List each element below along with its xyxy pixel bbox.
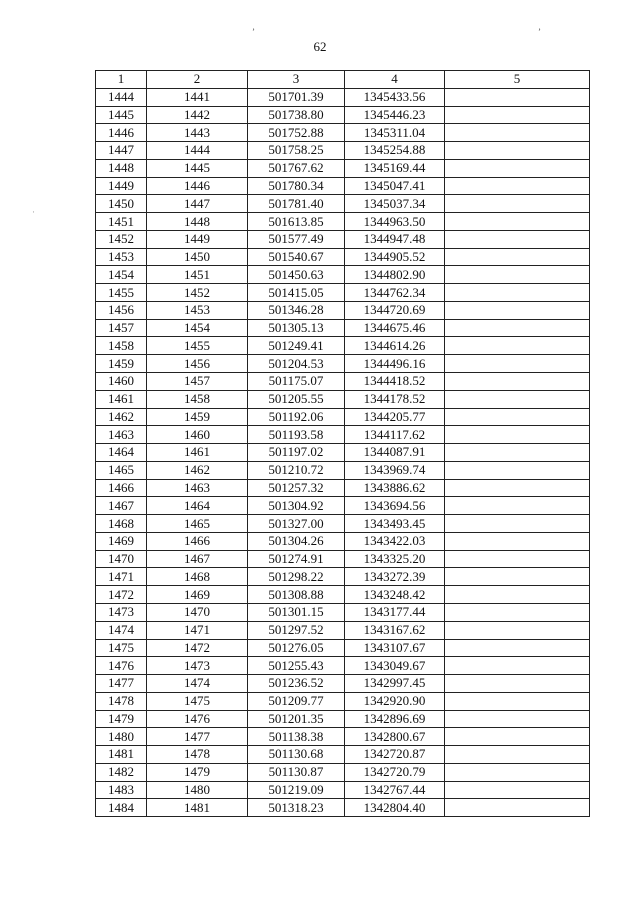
table-cell: 1450 [147,248,248,266]
table-cell: 501450.63 [248,266,345,284]
table-cell: 1457 [147,373,248,391]
table-row [96,675,590,693]
column-header: 1 [96,71,147,89]
table-cell: 1464 [96,444,147,462]
table-cell: 1343694.56 [345,497,445,515]
table-cell: 1480 [96,728,147,746]
table-cell: 1476 [147,710,248,728]
table-row [96,88,590,106]
table-cell: 1476 [96,657,147,675]
table-row [96,639,590,657]
table-cell: 501304.26 [248,532,345,550]
table-row [96,746,590,764]
table-cell [445,284,590,302]
table-cell: 1453 [96,248,147,266]
table-cell: 1462 [96,408,147,426]
table-row [96,159,590,177]
table-body [96,88,590,817]
table-cell: 1344675.46 [345,319,445,337]
table-cell: 1345446.23 [345,106,445,124]
table-row [96,319,590,337]
column-header: 2 [147,71,248,89]
table-cell [445,639,590,657]
table-cell: 501752.88 [248,124,345,142]
table-cell: 1475 [147,692,248,710]
table-cell: 1344496.16 [345,355,445,373]
table-cell: 501192.06 [248,408,345,426]
table-row [96,586,590,604]
table-cell: 501738.80 [248,106,345,124]
table-cell [445,106,590,124]
scan-mark: · [32,207,35,217]
table-cell: 1343969.74 [345,461,445,479]
table-cell [445,710,590,728]
table-cell: 1456 [96,301,147,319]
table-row [96,603,590,621]
table-cell: 1473 [96,603,147,621]
table-cell: 1449 [147,230,248,248]
table-cell: 501781.40 [248,195,345,213]
table-cell: 501297.52 [248,621,345,639]
table-cell: 1446 [147,177,248,195]
table-cell [445,515,590,533]
table-cell [445,319,590,337]
table-cell [445,230,590,248]
table-cell: 1442 [147,106,248,124]
table-row [96,106,590,124]
table-cell: 1344947.48 [345,230,445,248]
table-cell: 1449 [96,177,147,195]
table-cell: 501257.32 [248,479,345,497]
table-cell: 1469 [96,532,147,550]
table-cell: 1451 [96,213,147,231]
table-cell: 1465 [96,461,147,479]
table-row [96,408,590,426]
scan-mark: ʼ [252,27,255,37]
table-cell: 1460 [96,373,147,391]
table-cell: 501701.39 [248,88,345,106]
table-row [96,355,590,373]
table-cell: 1447 [147,195,248,213]
table-row [96,142,590,160]
table-cell [445,177,590,195]
table-cell: 501249.41 [248,337,345,355]
table-row [96,426,590,444]
table-cell: 1448 [147,213,248,231]
table-cell: 1458 [96,337,147,355]
table-cell: 1345037.34 [345,195,445,213]
table-cell [445,390,590,408]
table-cell [445,301,590,319]
table-cell: 1466 [147,532,248,550]
table-cell: 1343107.67 [345,639,445,657]
table-cell: 1455 [147,337,248,355]
table-row [96,301,590,319]
table-cell: 501130.68 [248,746,345,764]
table-row [96,284,590,302]
table-cell: 1454 [147,319,248,337]
table-cell [445,532,590,550]
table-cell: 1450 [96,195,147,213]
table-cell: 1344963.50 [345,213,445,231]
table-cell: 1469 [147,586,248,604]
table-cell: 1479 [147,763,248,781]
table-row [96,479,590,497]
table-cell: 501540.67 [248,248,345,266]
table-cell: 501327.00 [248,515,345,533]
table-cell: 1468 [147,568,248,586]
table-cell: 1444 [147,142,248,160]
table-cell: 1445 [147,159,248,177]
table-cell: 501613.85 [248,213,345,231]
table-cell: 1342720.87 [345,746,445,764]
table-cell: 1455 [96,284,147,302]
column-header: 3 [248,71,345,89]
table-cell: 1475 [96,639,147,657]
table-cell: 501209.77 [248,692,345,710]
table-cell: 1342767.44 [345,781,445,799]
table-cell: 1483 [96,781,147,799]
table-row [96,373,590,391]
table-cell: 501205.55 [248,390,345,408]
table-cell: 1477 [147,728,248,746]
table-cell: 501130.87 [248,763,345,781]
table-row [96,532,590,550]
table-cell: 1470 [147,603,248,621]
table-row [96,728,590,746]
table-cell: 1458 [147,390,248,408]
table-cell: 1343167.62 [345,621,445,639]
table-row [96,213,590,231]
table-cell: 1464 [147,497,248,515]
table-cell: 1463 [96,426,147,444]
table-cell: 501318.23 [248,799,345,817]
table-cell [445,746,590,764]
table-row [96,692,590,710]
table-cell: 1343886.62 [345,479,445,497]
table-cell [445,426,590,444]
table-cell: 1345311.04 [345,124,445,142]
table-cell: 1452 [147,284,248,302]
table-cell: 1343422.03 [345,532,445,550]
table-cell: 501758.25 [248,142,345,160]
table-cell: 501255.43 [248,657,345,675]
table-cell: 1344178.52 [345,390,445,408]
table-cell: 501276.05 [248,639,345,657]
table-cell: 1452 [96,230,147,248]
table-cell: 1467 [96,497,147,515]
table-row [96,568,590,586]
table-cell [445,266,590,284]
table-cell: 1471 [147,621,248,639]
table-cell [445,373,590,391]
table-cell: 1454 [96,266,147,284]
table-cell: 1480 [147,781,248,799]
table-cell [445,124,590,142]
table-cell: 1474 [96,621,147,639]
table-cell [445,213,590,231]
table-cell: 1468 [96,515,147,533]
column-header: 5 [445,71,590,89]
table-row [96,266,590,284]
table-cell: 1478 [147,746,248,764]
table-cell: 1481 [147,799,248,817]
column-header: 4 [345,71,445,89]
table-cell: 1342997.45 [345,675,445,693]
coordinates-table [95,70,590,817]
table-row [96,550,590,568]
table-cell [445,675,590,693]
table-cell: 1459 [96,355,147,373]
table-cell [445,692,590,710]
table-cell: 501175.07 [248,373,345,391]
scan-mark: ʼ [538,27,541,37]
table-cell: 1456 [147,355,248,373]
table-cell: 501298.22 [248,568,345,586]
table-cell [445,781,590,799]
table-cell: 1345433.56 [345,88,445,106]
table-cell: 1344762.34 [345,284,445,302]
table-cell [445,444,590,462]
table-cell: 1478 [96,692,147,710]
table-cell: 1472 [96,586,147,604]
table-row [96,337,590,355]
table-cell [445,568,590,586]
table-cell: 1344905.52 [345,248,445,266]
table-cell: 1457 [96,319,147,337]
table-cell: 1461 [96,390,147,408]
table-cell: 501780.34 [248,177,345,195]
table-cell: 1472 [147,639,248,657]
table-cell: 1344418.52 [345,373,445,391]
table-row [96,230,590,248]
table-cell: 1345254.88 [345,142,445,160]
table-row [96,763,590,781]
table-cell: 1344087.91 [345,444,445,462]
table-cell: 1343493.45 [345,515,445,533]
table-cell: 1474 [147,675,248,693]
table-cell: 1453 [147,301,248,319]
page-number: 62 [313,39,327,54]
table-cell: 1344614.26 [345,337,445,355]
table-cell: 1343177.44 [345,603,445,621]
table-cell: 1345047.41 [345,177,445,195]
table-row [96,390,590,408]
table-cell [445,142,590,160]
table-cell: 501236.52 [248,675,345,693]
table-cell [445,159,590,177]
table-cell: 1344205.77 [345,408,445,426]
table-cell: 1342920.90 [345,692,445,710]
table-cell: 501767.62 [248,159,345,177]
table-cell [445,479,590,497]
table-cell: 501219.09 [248,781,345,799]
table-row [96,497,590,515]
table-cell: 1451 [147,266,248,284]
table-cell: 501274.91 [248,550,345,568]
table-cell [445,603,590,621]
table-cell [445,550,590,568]
table-row [96,799,590,817]
table-cell: 501138.38 [248,728,345,746]
table-cell: 1460 [147,426,248,444]
table-cell: 1443 [147,124,248,142]
table-cell: 1479 [96,710,147,728]
table-cell [445,248,590,266]
table-cell: 1466 [96,479,147,497]
table-cell: 1444 [96,88,147,106]
table-cell: 1470 [96,550,147,568]
table-cell: 1344720.69 [345,301,445,319]
table-cell: 501577.49 [248,230,345,248]
table-cell: 1343272.39 [345,568,445,586]
table-cell: 1462 [147,461,248,479]
table-cell: 1477 [96,675,147,693]
table-cell: 1342804.40 [345,799,445,817]
table-cell [445,195,590,213]
table-cell: 1343248.42 [345,586,445,604]
table-cell [445,355,590,373]
table-cell: 1441 [147,88,248,106]
table-cell: 1481 [96,746,147,764]
table-cell: 1344117.62 [345,426,445,444]
table-cell: 1345169.44 [345,159,445,177]
table-cell: 1473 [147,657,248,675]
table-cell: 501308.88 [248,586,345,604]
table-cell [445,657,590,675]
table-cell [445,461,590,479]
table-cell: 1461 [147,444,248,462]
table-row [96,621,590,639]
table-cell: 501201.35 [248,710,345,728]
table-cell: 1446 [96,124,147,142]
table-row [96,461,590,479]
table-cell [445,497,590,515]
table-cell [445,728,590,746]
table-cell: 1463 [147,479,248,497]
table-row [96,515,590,533]
table-cell: 501304.92 [248,497,345,515]
table-cell [445,621,590,639]
table-cell: 1342896.69 [345,710,445,728]
table-cell [445,88,590,106]
table-cell: 1459 [147,408,248,426]
table-row [96,710,590,728]
table-cell: 1447 [96,142,147,160]
table-cell: 501193.58 [248,426,345,444]
table-cell: 1467 [147,550,248,568]
table-cell: 501346.28 [248,301,345,319]
table-cell: 1484 [96,799,147,817]
table-cell: 1482 [96,763,147,781]
table-cell [445,337,590,355]
table-cell [445,763,590,781]
table-cell: 1343049.67 [345,657,445,675]
table-row [96,195,590,213]
table-row [96,248,590,266]
table-cell: 1344802.90 [345,266,445,284]
table-cell: 1343325.20 [345,550,445,568]
table-row [96,657,590,675]
table-row [96,781,590,799]
table-cell: 501197.02 [248,444,345,462]
table-cell: 501204.53 [248,355,345,373]
table-cell [445,408,590,426]
table-cell: 501305.13 [248,319,345,337]
table-cell [445,586,590,604]
table-row [96,444,590,462]
table-cell: 1471 [96,568,147,586]
table-cell: 501301.15 [248,603,345,621]
table-cell: 1445 [96,106,147,124]
table-cell: 1342800.67 [345,728,445,746]
table-cell: 1465 [147,515,248,533]
table-cell: 1448 [96,159,147,177]
table-cell: 501210.72 [248,461,345,479]
table-cell: 1342720.79 [345,763,445,781]
table-cell: 501415.05 [248,284,345,302]
table-row [96,177,590,195]
table-header-row [96,71,590,89]
table-cell [445,799,590,817]
table-row [96,124,590,142]
